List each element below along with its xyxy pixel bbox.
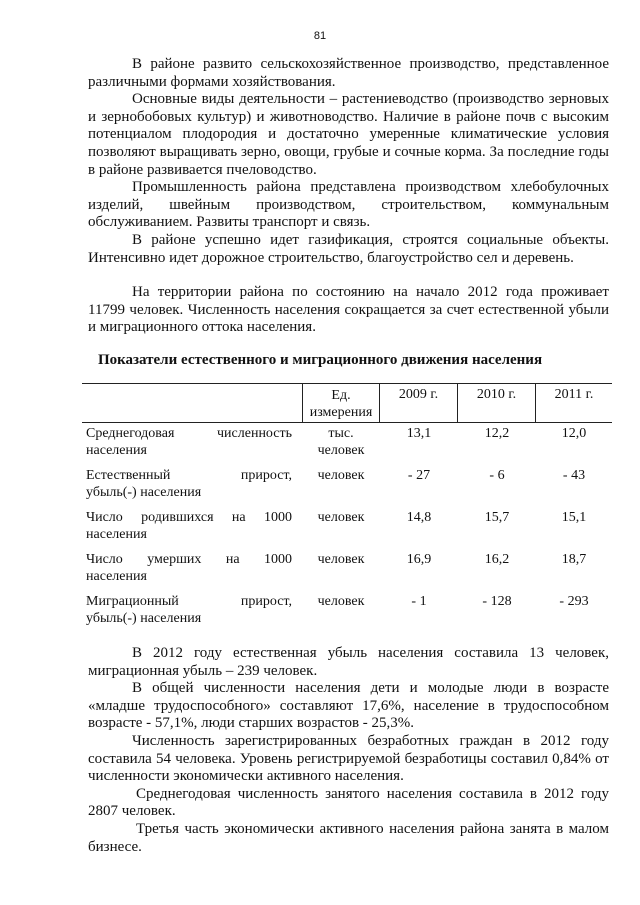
cell-2010: 12,2 [484,426,510,441]
paragraph-agriculture: В районе развито сельскохозяйственное производство, представленное различными формами хозяйствования. [88,56,609,90]
row-label: Миграционный прирост, убыль(-) населения [86,594,292,626]
cell-2009: - 1 [411,594,427,609]
paragraph-gasification: В районе успешно идет газификация, строятся социальные объекты. Интенсивно идет дорожное строительство, благоустройство сел и деревень. [88,231,609,266]
header-unit: Ед. измерения [302,384,380,422]
table-row [82,591,612,633]
table-row [82,422,612,465]
cell-2010: 16,2 [484,552,510,567]
paragraph-population: На территории района по состоянию на начало 2012 года проживает 11799 человек. Численность населения сокращается за счет естественной убыли и миграционного оттока населения. [88,284,609,336]
row-unit: тыс. человек [317,426,365,458]
population-table [82,383,612,633]
row-label: Среднегодовая численность населения [86,426,292,458]
table-row [82,549,612,591]
row-unit: человек [317,552,365,567]
header-2009: 2009 г. [380,384,458,422]
paragraph-industry: Промышленность района представлена производством хлебобулочных изделий, швейным производством, строительством, коммунальным обслуживанием. Развиты транспорт и связь. [88,179,609,231]
header-2011: 2011 г. [554,387,594,402]
row-label: Число умерших на 1000 населения [86,552,292,584]
body-text-top [88,56,609,337]
paragraph-small-business: Третья часть экономически активного населения района занята в малом бизнесе. [88,820,609,855]
table-row [82,465,612,507]
paragraph-unemployment: Численность зарегистрированных безработных граждан в 2012 году составила 54 человека. Уровень регистрируемой безработицы составил 0,84% от численности экономически активного населения. [88,732,609,785]
table-row [82,507,612,549]
cell-2009: 14,8 [406,510,432,525]
page-number: 81 [313,30,327,42]
cell-2011: 12,0 [561,426,587,441]
cell-2010: 15,7 [484,510,510,525]
cell-2010: - 6 [489,468,505,483]
cell-2011: - 293 [559,594,589,609]
row-unit: человек [317,468,365,483]
row-unit: человек [317,594,365,609]
cell-2009: 13,1 [406,426,432,441]
cell-2011: 18,7 [561,552,587,567]
paragraph-natural-decline: В 2012 году естественная убыль населения составила 13 человек, миграционная убыль – 239 человек. [88,645,609,679]
cell-2009: - 27 [407,468,431,483]
cell-2009: 16,9 [406,552,432,567]
row-label: Естественный прирост, убыль(-) населения [86,468,292,500]
cell-2011: - 43 [562,468,586,483]
row-unit: человек [317,510,365,525]
cell-2011: 15,1 [561,510,587,525]
paragraph-age-structure: В общей численности населения дети и молодые люди в возрасте «младше трудоспособного» составляют 17,6%, население в трудоспособном возрасте - 57,1%, люди старших возрастов - 25,3%. [88,680,609,732]
paragraph-employment: Среднегодовая численность занятого населения составила в 2012 году 2807 человек. [88,785,609,820]
paragraph-activities: Основные виды деятельности – растениеводство (производство зерновых и зернобобовых культур) и животноводство. Наличие в районе почв с высоким потенциалом плодородия и достаточно умеренные климатические условия позволяют выращивать зерно, овощи, грубые и сочные корма. За последние годы в районе развивается пчеловодство. [88,91,609,178]
row-label: Число родившихся на 1000 населения [86,510,292,542]
header-2010: 2010 г. [458,384,536,422]
table-title: Показатели естественного и миграционного движения населения [97,352,543,368]
body-text-bottom [88,645,609,856]
table-header-row [82,383,612,422]
cell-2010: - 128 [482,594,512,609]
